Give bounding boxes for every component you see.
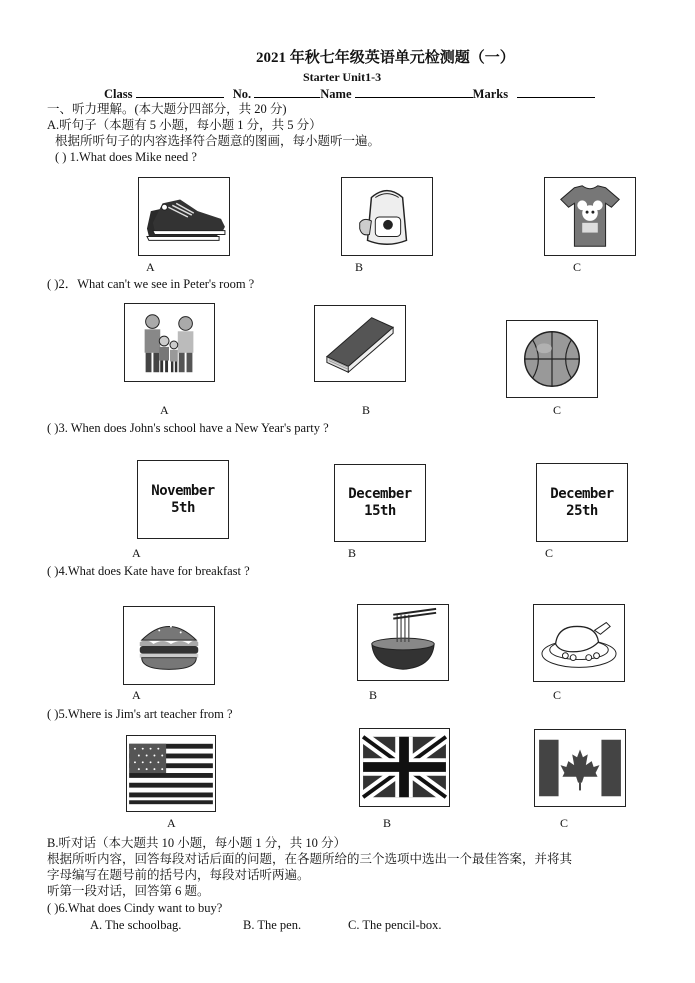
- class-blank[interactable]: [136, 86, 224, 98]
- option-label: A: [160, 403, 169, 417]
- hamburger-image[interactable]: [123, 606, 215, 685]
- name-label: Name: [320, 87, 352, 101]
- option-label: B: [383, 816, 392, 830]
- name-blank[interactable]: [355, 86, 473, 98]
- question-4: ( )4.What does Kate have for breakfast ?: [47, 564, 250, 578]
- no-blank[interactable]: [254, 86, 320, 98]
- partA-instruction: 根据所听句子的内容选择符合题意的图画，每小题听一遍。: [55, 134, 381, 148]
- q6-option-b[interactable]: B. The pen.: [243, 918, 302, 932]
- sneakers-image[interactable]: [138, 177, 230, 256]
- partA-heading: A.听句子（本题有 5 小题，每小题 1 分，共 5 分）: [47, 118, 322, 132]
- section1-heading: 一、听力理解。(本大题分四部分，共 20 分): [47, 102, 287, 116]
- date-day: 15th: [364, 503, 396, 519]
- answer-bracket[interactable]: ( ): [47, 707, 59, 721]
- no-label: No.: [232, 87, 252, 101]
- schoolbag-image[interactable]: [341, 177, 433, 256]
- option-label: A: [132, 688, 141, 702]
- option-label: B: [348, 546, 357, 560]
- date-card-november[interactable]: [137, 460, 229, 539]
- date-card-december-15[interactable]: [334, 464, 426, 542]
- date-card-december-25[interactable]: [536, 463, 628, 542]
- date-day: 25th: [566, 502, 598, 519]
- student-info-line: [104, 86, 595, 102]
- question-1: ( ) 1.What does Mike need ?: [55, 150, 197, 164]
- option-label: C: [545, 546, 554, 560]
- partB-instruction-1: 根据所听内容，回答每段对话后面的问题，在各题所给的三个选项中选出一个最佳答案，并将其: [47, 852, 573, 866]
- basketball-image[interactable]: [506, 320, 598, 398]
- family-image[interactable]: [124, 303, 215, 382]
- question-6: ( )6.What does Cindy want to buy?: [47, 901, 223, 915]
- marks-blank[interactable]: [517, 86, 595, 98]
- answer-bracket[interactable]: ( ): [47, 277, 59, 291]
- answer-bracket[interactable]: ( ): [47, 421, 59, 435]
- partB-instruction-2: 字母编写在题号前的括号内，每段对话听两遍。: [47, 868, 310, 882]
- dialogue-intro: 听第一段对话，回答第 6 题。: [47, 884, 210, 898]
- date-month: November: [151, 482, 215, 499]
- option-label: C: [553, 403, 562, 417]
- class-label: Class: [104, 87, 133, 101]
- canada-flag-image[interactable]: [534, 729, 626, 807]
- marks-label: Marks: [472, 87, 509, 101]
- date-month: December: [550, 485, 614, 502]
- roast-chicken-image[interactable]: [533, 604, 625, 682]
- page-subtitle: Starter Unit1-3: [303, 70, 382, 84]
- page-title: 2021 年秋七年级英语单元检测题（一）: [256, 50, 515, 66]
- noodles-image[interactable]: [357, 604, 449, 681]
- option-label: A: [132, 546, 141, 560]
- option-label: C: [573, 260, 582, 274]
- answer-bracket[interactable]: ( ): [47, 901, 59, 915]
- tshirt-image[interactable]: [544, 177, 636, 256]
- option-label: B: [362, 403, 371, 417]
- question-2: ( )2．What can't we see in Peter's room ?: [47, 277, 255, 291]
- option-label: C: [560, 816, 569, 830]
- option-label: B: [369, 688, 378, 702]
- answer-bracket[interactable]: ( ): [55, 150, 70, 164]
- book-image[interactable]: [314, 305, 406, 382]
- q6-option-c[interactable]: C. The pencil-box.: [348, 918, 442, 932]
- partB-heading: B.听对话（本大题共 10 小题，每小题 1 分，共 10 分）: [47, 836, 346, 850]
- question-3: ( )3. When does John's school have a New Year's party ?: [47, 421, 329, 435]
- question-5: ( )5.Where is Jim's art teacher from ?: [47, 707, 233, 721]
- option-label: A: [146, 260, 155, 274]
- option-label: C: [553, 688, 562, 702]
- uk-flag-image[interactable]: [359, 728, 450, 807]
- usa-flag-image[interactable]: [126, 735, 216, 812]
- option-label: A: [167, 816, 176, 830]
- date-month: December: [348, 486, 412, 502]
- answer-bracket[interactable]: ( ): [47, 564, 59, 578]
- q6-option-a[interactable]: A. The schoolbag.: [90, 918, 182, 932]
- option-label: B: [355, 260, 364, 274]
- date-day: 5th: [171, 499, 195, 516]
